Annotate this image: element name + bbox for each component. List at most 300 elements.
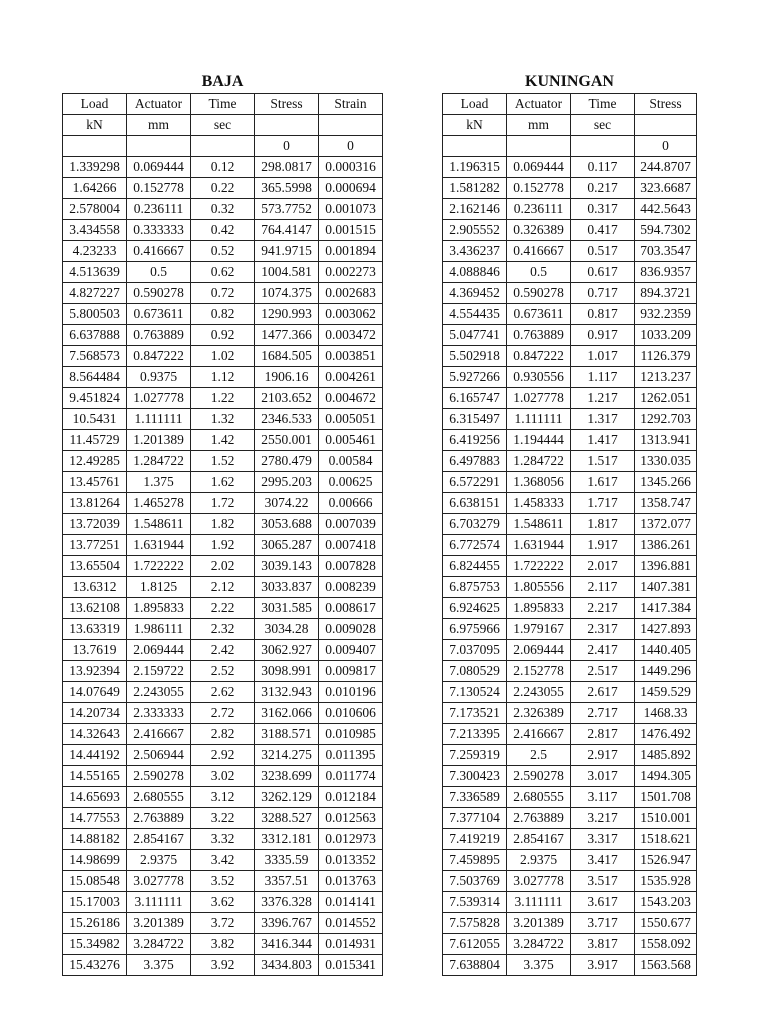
table-cell: 2.017 xyxy=(571,556,635,577)
table-cell xyxy=(443,136,507,157)
table-row xyxy=(443,262,697,283)
table-cell: Actuator xyxy=(507,94,571,115)
table-cell: 3.117 xyxy=(571,787,635,808)
table-cell: 0.717 xyxy=(571,283,635,304)
table-cell: 2.5 xyxy=(507,745,571,766)
table-cell: 3238.699 xyxy=(255,766,319,787)
table-cell: 4.827227 xyxy=(63,283,127,304)
table-cell: 0.003472 xyxy=(319,325,383,346)
table-cell: 2.92 xyxy=(191,745,255,766)
table-cell: 1.194444 xyxy=(507,430,571,451)
units-row xyxy=(63,115,383,136)
table-cell: 0.010606 xyxy=(319,703,383,724)
table-cell: 3262.129 xyxy=(255,787,319,808)
table-cell: 1.217 xyxy=(571,388,635,409)
table-cell: 2.52 xyxy=(191,661,255,682)
table-cell: 7.638804 xyxy=(443,955,507,976)
table-cell: 2550.001 xyxy=(255,430,319,451)
table-cell: 0.917 xyxy=(571,325,635,346)
table-cell: 14.65693 xyxy=(63,787,127,808)
table-row xyxy=(443,430,697,451)
table-cell: 1417.384 xyxy=(635,598,697,619)
table-cell: 7.213395 xyxy=(443,724,507,745)
table-cell: 1.02 xyxy=(191,346,255,367)
table-cell: 1.368056 xyxy=(507,472,571,493)
table-cell: 0.417 xyxy=(571,220,635,241)
table-cell: 3.92 xyxy=(191,955,255,976)
table-cell: 3034.28 xyxy=(255,619,319,640)
table-cell: 5.800503 xyxy=(63,304,127,325)
table-cell: 3.22 xyxy=(191,808,255,829)
table-cell: 6.772574 xyxy=(443,535,507,556)
table-row xyxy=(63,199,383,220)
table-cell: 2346.533 xyxy=(255,409,319,430)
table-cell: 3.111111 xyxy=(127,892,191,913)
table-cell: 0.007418 xyxy=(319,535,383,556)
table-cell: 2.159722 xyxy=(127,661,191,682)
table-cell: 3033.837 xyxy=(255,577,319,598)
table-cell: 7.612055 xyxy=(443,934,507,955)
table-cell: 0.12 xyxy=(191,157,255,178)
table-cell: 4.369452 xyxy=(443,283,507,304)
table-cell: 7.300423 xyxy=(443,766,507,787)
table-cell: 0.517 xyxy=(571,241,635,262)
table-cell: 2.117 xyxy=(571,577,635,598)
table-cell: 6.572291 xyxy=(443,472,507,493)
table-cell: 1906.16 xyxy=(255,367,319,388)
table-cell: 7.503769 xyxy=(443,871,507,892)
table-cell: 2.9375 xyxy=(127,850,191,871)
table-cell: 1468.33 xyxy=(635,703,697,724)
table-row xyxy=(63,493,383,514)
table-cell: 1.631944 xyxy=(507,535,571,556)
table-cell: 0.847222 xyxy=(127,346,191,367)
table-cell: 0.003062 xyxy=(319,304,383,325)
table-cell: 1.111111 xyxy=(507,409,571,430)
table-cell: 15.43276 xyxy=(63,955,127,976)
table-cell: 0.22 xyxy=(191,178,255,199)
units-row xyxy=(443,115,697,136)
table-cell xyxy=(571,136,635,157)
table-cell: 0.012184 xyxy=(319,787,383,808)
table-cell: 1.22 xyxy=(191,388,255,409)
table-cell: Stress xyxy=(255,94,319,115)
table-cell: 7.080529 xyxy=(443,661,507,682)
table-row xyxy=(443,514,697,535)
table-cell: 1.52 xyxy=(191,451,255,472)
table-cell: 1.32 xyxy=(191,409,255,430)
table-cell: 3065.287 xyxy=(255,535,319,556)
table-cell: 6.165747 xyxy=(443,388,507,409)
table-row xyxy=(63,598,383,619)
table-cell: 3039.143 xyxy=(255,556,319,577)
table-cell: 14.98699 xyxy=(63,850,127,871)
table-cell: 6.419256 xyxy=(443,430,507,451)
table-row xyxy=(63,703,383,724)
table-cell: 6.315497 xyxy=(443,409,507,430)
table-cell: 13.77251 xyxy=(63,535,127,556)
table-cell: 3053.688 xyxy=(255,514,319,535)
table-cell: 0.002273 xyxy=(319,262,383,283)
table-cell: 13.6312 xyxy=(63,577,127,598)
table-cell: Time xyxy=(191,94,255,115)
table-row xyxy=(443,724,697,745)
table-cell: 1510.001 xyxy=(635,808,697,829)
table-cell: 7.377104 xyxy=(443,808,507,829)
table-cell: 6.824455 xyxy=(443,556,507,577)
table-cell: 1.017 xyxy=(571,346,635,367)
table-cell: 3357.51 xyxy=(255,871,319,892)
table-row xyxy=(63,157,383,178)
table-cell: 1.72 xyxy=(191,493,255,514)
table-cell: 941.9715 xyxy=(255,241,319,262)
table-cell: 3098.991 xyxy=(255,661,319,682)
table-cell: 4.513639 xyxy=(63,262,127,283)
table-cell: 3.434558 xyxy=(63,220,127,241)
table-row xyxy=(63,220,383,241)
table-cell: 1.284722 xyxy=(127,451,191,472)
table-row xyxy=(63,808,383,829)
table-row xyxy=(63,850,383,871)
table-cell: 9.451824 xyxy=(63,388,127,409)
table-cell: 0.002683 xyxy=(319,283,383,304)
table-cell: 1.722222 xyxy=(127,556,191,577)
table-cell: 2.069444 xyxy=(127,640,191,661)
table-cell: 0.82 xyxy=(191,304,255,325)
table-cell: 7.173521 xyxy=(443,703,507,724)
table-cell: 0.416667 xyxy=(127,241,191,262)
table-cell: 6.924625 xyxy=(443,598,507,619)
table-row xyxy=(443,619,697,640)
table-cell: 7.459895 xyxy=(443,850,507,871)
table-cell: 2.417 xyxy=(571,640,635,661)
table-row xyxy=(443,661,697,682)
table-cell: 4.088846 xyxy=(443,262,507,283)
table-cell: 0.763889 xyxy=(507,325,571,346)
table-cell: 1.375 xyxy=(127,472,191,493)
table-cell: 2.416667 xyxy=(127,724,191,745)
table-cell: 932.2359 xyxy=(635,304,697,325)
table-cell: 0.007828 xyxy=(319,556,383,577)
table-row xyxy=(63,766,383,787)
table-cell: 0.416667 xyxy=(507,241,571,262)
table-row xyxy=(443,577,697,598)
kuningan-table xyxy=(442,93,697,976)
table-cell: 0.005051 xyxy=(319,409,383,430)
table-cell: 2995.203 xyxy=(255,472,319,493)
table-cell: Actuator xyxy=(127,94,191,115)
table-row xyxy=(443,283,697,304)
table-cell: 2.9375 xyxy=(507,850,571,871)
table-cell: 2.42 xyxy=(191,640,255,661)
table-cell: 1.027778 xyxy=(127,388,191,409)
table-cell: 3074.22 xyxy=(255,493,319,514)
baja-title: BAJA xyxy=(201,73,244,90)
baja-table xyxy=(62,93,383,976)
table-row xyxy=(63,472,383,493)
header-row xyxy=(443,94,697,115)
table-cell: 3.217 xyxy=(571,808,635,829)
table-cell: 14.44192 xyxy=(63,745,127,766)
table-cell: 1345.266 xyxy=(635,472,697,493)
table-cell: 0.014141 xyxy=(319,892,383,913)
table-cell: 0.817 xyxy=(571,304,635,325)
table-cell: 0.52 xyxy=(191,241,255,262)
table-row xyxy=(443,556,697,577)
table-cell: 0.217 xyxy=(571,178,635,199)
table-cell: Load xyxy=(443,94,507,115)
table-row xyxy=(63,871,383,892)
table-row xyxy=(63,283,383,304)
table-cell: 2.854167 xyxy=(507,829,571,850)
table-cell: 3.284722 xyxy=(127,934,191,955)
table-cell: 1.196315 xyxy=(443,157,507,178)
table-cell: 3.517 xyxy=(571,871,635,892)
table-cell: 0.333333 xyxy=(127,220,191,241)
table-cell: 14.07649 xyxy=(63,682,127,703)
table-cell: 0.009028 xyxy=(319,619,383,640)
table-cell: 2.590278 xyxy=(507,766,571,787)
table-cell: 0.673611 xyxy=(127,304,191,325)
table-cell: 365.5998 xyxy=(255,178,319,199)
table-cell: 2.717 xyxy=(571,703,635,724)
table-row xyxy=(63,577,383,598)
table-cell: 3.417 xyxy=(571,850,635,871)
table-cell: 2.243055 xyxy=(507,682,571,703)
table-cell: 1.8125 xyxy=(127,577,191,598)
table-cell: 0.42 xyxy=(191,220,255,241)
table-cell xyxy=(635,115,697,136)
table-row xyxy=(443,157,697,178)
table-cell: Load xyxy=(63,94,127,115)
table-cell: 1.12 xyxy=(191,367,255,388)
table-row xyxy=(443,808,697,829)
table-cell: 0.013763 xyxy=(319,871,383,892)
table-cell: 1292.703 xyxy=(635,409,697,430)
table-cell: 0.930556 xyxy=(507,367,571,388)
table-cell: 1543.203 xyxy=(635,892,697,913)
table-cell: 0.004261 xyxy=(319,367,383,388)
table-cell: 11.45729 xyxy=(63,430,127,451)
table-row xyxy=(443,325,697,346)
table-cell: 5.502918 xyxy=(443,346,507,367)
table-cell: 1.117 xyxy=(571,367,635,388)
table-cell: 573.7752 xyxy=(255,199,319,220)
table-cell: 1485.892 xyxy=(635,745,697,766)
table-cell: 836.9357 xyxy=(635,262,697,283)
table-cell: 2.22 xyxy=(191,598,255,619)
table-cell: 2.02 xyxy=(191,556,255,577)
table-cell: 0.326389 xyxy=(507,220,571,241)
table-cell: 1.64266 xyxy=(63,178,127,199)
table-cell: 6.875753 xyxy=(443,577,507,598)
table-row xyxy=(443,304,697,325)
table-row xyxy=(443,346,697,367)
table-cell: 2.72 xyxy=(191,703,255,724)
table-cell: 1.201389 xyxy=(127,430,191,451)
table-cell: 3312.181 xyxy=(255,829,319,850)
table-row xyxy=(63,535,383,556)
table-cell: 13.92394 xyxy=(63,661,127,682)
table-cell: 2.326389 xyxy=(507,703,571,724)
table-cell: 1.42 xyxy=(191,430,255,451)
table-cell: 3031.585 xyxy=(255,598,319,619)
table-cell: 3.12 xyxy=(191,787,255,808)
table-row xyxy=(443,682,697,703)
table-cell: 0.236111 xyxy=(127,199,191,220)
table-row xyxy=(63,829,383,850)
table-cell: 1126.379 xyxy=(635,346,697,367)
table-cell: 0.236111 xyxy=(507,199,571,220)
table-cell: 2.62 xyxy=(191,682,255,703)
table-row xyxy=(63,913,383,934)
table-cell xyxy=(507,136,571,157)
table-cell xyxy=(127,136,191,157)
table-cell: 1501.708 xyxy=(635,787,697,808)
table-cell: 1427.893 xyxy=(635,619,697,640)
table-cell: sec xyxy=(571,115,635,136)
table-cell: 0.003851 xyxy=(319,346,383,367)
table-row xyxy=(63,241,383,262)
table-cell: 1.617 xyxy=(571,472,635,493)
table-cell: 0.012563 xyxy=(319,808,383,829)
table-cell: 703.3547 xyxy=(635,241,697,262)
table-row xyxy=(443,745,697,766)
table-row xyxy=(63,514,383,535)
table-cell: 3.375 xyxy=(127,955,191,976)
table-row xyxy=(443,913,697,934)
table-cell xyxy=(255,115,319,136)
table-cell: 298.0817 xyxy=(255,157,319,178)
header-row xyxy=(63,94,383,115)
table-cell: 1440.405 xyxy=(635,640,697,661)
table-cell: 1330.035 xyxy=(635,451,697,472)
table-cell: 13.63319 xyxy=(63,619,127,640)
table-row xyxy=(443,472,697,493)
table-cell: 2.617 xyxy=(571,682,635,703)
table-cell: 0.117 xyxy=(571,157,635,178)
table-cell: 3.917 xyxy=(571,955,635,976)
table-cell: mm xyxy=(507,115,571,136)
table-cell: 2780.479 xyxy=(255,451,319,472)
table-cell: 0.007039 xyxy=(319,514,383,535)
table-cell: 7.037095 xyxy=(443,640,507,661)
table-cell: 2.905552 xyxy=(443,220,507,241)
table-cell: 3.817 xyxy=(571,934,635,955)
table-row xyxy=(443,535,697,556)
table-cell: 0.00625 xyxy=(319,472,383,493)
table-cell: 3335.59 xyxy=(255,850,319,871)
table-cell: 1.548611 xyxy=(507,514,571,535)
table-cell: 1.417 xyxy=(571,430,635,451)
table-cell: 2.506944 xyxy=(127,745,191,766)
table-cell: Time xyxy=(571,94,635,115)
table-cell: 3132.943 xyxy=(255,682,319,703)
table-cell: 3.375 xyxy=(507,955,571,976)
table-cell: 1358.747 xyxy=(635,493,697,514)
table-row xyxy=(443,409,697,430)
table-cell: 323.6687 xyxy=(635,178,697,199)
table-row xyxy=(443,871,697,892)
table-cell: 6.497883 xyxy=(443,451,507,472)
initial-row xyxy=(443,136,697,157)
table-cell: 5.927266 xyxy=(443,367,507,388)
table-cell: 7.539314 xyxy=(443,892,507,913)
table-cell xyxy=(63,136,127,157)
table-cell: 0.001894 xyxy=(319,241,383,262)
table-cell: 1.631944 xyxy=(127,535,191,556)
table-cell: 0.001073 xyxy=(319,199,383,220)
table-row xyxy=(443,892,697,913)
table-cell: 6.975966 xyxy=(443,619,507,640)
table-cell: 3.32 xyxy=(191,829,255,850)
table-cell: 1.027778 xyxy=(507,388,571,409)
table-cell: 0 xyxy=(255,136,319,157)
table-cell: 13.62108 xyxy=(63,598,127,619)
table-row xyxy=(443,388,697,409)
table-cell: 13.72039 xyxy=(63,514,127,535)
table-cell: 15.17003 xyxy=(63,892,127,913)
table-cell: 3.017 xyxy=(571,766,635,787)
table-cell: 14.88182 xyxy=(63,829,127,850)
table-row xyxy=(443,934,697,955)
table-cell: 0.014552 xyxy=(319,913,383,934)
table-cell: 3396.767 xyxy=(255,913,319,934)
table-row xyxy=(63,346,383,367)
table-cell: kN xyxy=(443,115,507,136)
table-cell: 2.680555 xyxy=(127,787,191,808)
table-cell: 1313.941 xyxy=(635,430,697,451)
table-cell xyxy=(191,136,255,157)
table-cell: 1684.505 xyxy=(255,346,319,367)
table-cell: 0.009407 xyxy=(319,640,383,661)
table-cell: 0.72 xyxy=(191,283,255,304)
kuningan-section xyxy=(442,71,697,976)
table-cell: 3188.571 xyxy=(255,724,319,745)
baja-section xyxy=(62,71,383,976)
table-cell: 0.011774 xyxy=(319,766,383,787)
table-cell: 1.817 xyxy=(571,514,635,535)
table-cell: 1.548611 xyxy=(127,514,191,535)
table-cell: 2.152778 xyxy=(507,661,571,682)
table-cell: sec xyxy=(191,115,255,136)
table-cell: 1290.993 xyxy=(255,304,319,325)
table-cell: 13.45761 xyxy=(63,472,127,493)
table-cell: 10.5431 xyxy=(63,409,127,430)
table-row xyxy=(63,934,383,955)
table-row xyxy=(443,199,697,220)
table-cell: 1.458333 xyxy=(507,493,571,514)
table-row xyxy=(63,304,383,325)
table-cell: 2.82 xyxy=(191,724,255,745)
table-cell: 1004.581 xyxy=(255,262,319,283)
table-cell: 1449.296 xyxy=(635,661,697,682)
table-cell: 0.590278 xyxy=(127,283,191,304)
table-row xyxy=(63,262,383,283)
table-row xyxy=(443,955,697,976)
table-cell: 1.986111 xyxy=(127,619,191,640)
table-row xyxy=(443,367,697,388)
table-cell: 2103.652 xyxy=(255,388,319,409)
table-cell: 0.763889 xyxy=(127,325,191,346)
table-cell: 3062.927 xyxy=(255,640,319,661)
table-cell: 15.34982 xyxy=(63,934,127,955)
table-cell: 0.847222 xyxy=(507,346,571,367)
table-cell: 7.259319 xyxy=(443,745,507,766)
table-cell: mm xyxy=(127,115,191,136)
table-cell: 0.000316 xyxy=(319,157,383,178)
table-row xyxy=(443,850,697,871)
